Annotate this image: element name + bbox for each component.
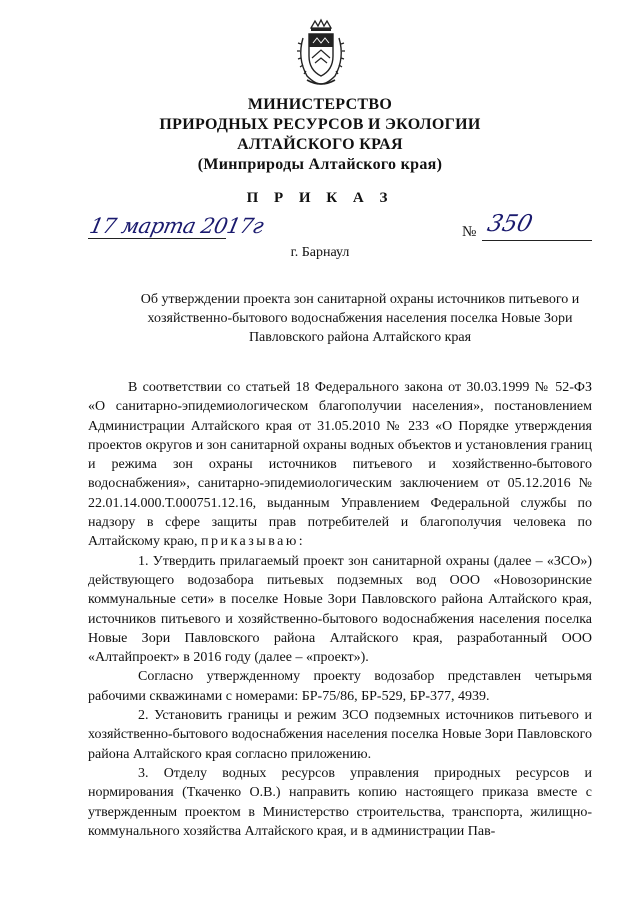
- city: г. Барнаул: [290, 245, 350, 260]
- ministry-short-name: (Минприроды Алтайского края): [197, 156, 443, 173]
- paragraph-item-3: 3. Отделу водных ресурсов управления природных ресурсов и нормирования (Ткаченко О.В.) направить копию настоящего приказа вместе с утвержденным проектом в Министерство строительства, транспорта, жилищно-коммунального хозяйства Алтайского края, и в администрации Пав-: [88, 765, 592, 839]
- ministry-name-line-2: ПРИРОДНЫХ РЕСУРСОВ И ЭКОЛОГИИ: [159, 116, 481, 133]
- paragraph-preamble: [88, 378, 592, 552]
- date-underline: [88, 238, 226, 239]
- command-word: приказываю:: [200, 534, 306, 550]
- ministry-name-line-1: МИНИСТЕРСТВО: [247, 96, 393, 113]
- order-title: П Р И К А З: [246, 190, 394, 206]
- paragraph-wells: Согласно утвержденному проекту водозабор представлен четырьмя рабочими скважинами с номерами: БР-75/86, БР-529, БР-377, 4939.: [88, 669, 592, 704]
- preamble-text: В соответствии со статьей 18 Федерального закона от 30.03.1999 № 52-ФЗ «О санитарно-эпидемиологическом благополучии населения», постановлением Администрации Алтайского края от 31.05.2010 № 233 «О Порядке утверждения проектов округов и зон санитарной охраны водных объектов и установления границ и режима зон охраны источников питьевого и хозяйственно-бытового водоснабжения», санитарно-эпидемиологическим заключением от 05.12.2016 № 22.01.14.000.Т.000751.12.16, выданным Управлением Федеральной службы по надзору в сфере защиты прав потребителей и благополучия человека по Алтайскому краю,: [88, 380, 592, 550]
- order-date-handwritten: 17 марта 2017г: [87, 214, 266, 238]
- order-body: [88, 378, 592, 841]
- paragraph-item-1: 1. Утвердить прилагаемый проект зон санитарной охраны (далее – «ЗСО») действующего водозабора питьевых подземных вод ООО «Новозоринские коммунальные сети» в поселке Новые Зори Павловского района Алтайского края, источников питьевого и хозяйственно-бытового водоснабжения населения поселка Новые Зори Павловского района Алтайского края, разработанный ООО «Алтайпроект» в 2016 году (далее – «проект»).: [88, 553, 592, 666]
- order-subject: Об утверждении проекта зон санитарной охраны источников питьевого и хозяйственно-бытового водоснабжения населения поселка Новые Зори Павловского района Алтайского края: [140, 292, 580, 345]
- number-underline: [482, 240, 592, 241]
- order-number-label: №: [462, 224, 477, 240]
- order-number-handwritten: 350: [484, 211, 536, 237]
- ministry-name-line-3: АЛТАЙСКОГО КРАЯ: [237, 136, 403, 153]
- coat-of-arms-icon: [293, 18, 349, 88]
- paragraph-item-2: 2. Установить границы и режим ЗСО подземных источников питьевого и хозяйственно-бытового водоснабжения населения поселка Новые Зори Павловского района Алтайского края согласно приложению.: [88, 708, 592, 762]
